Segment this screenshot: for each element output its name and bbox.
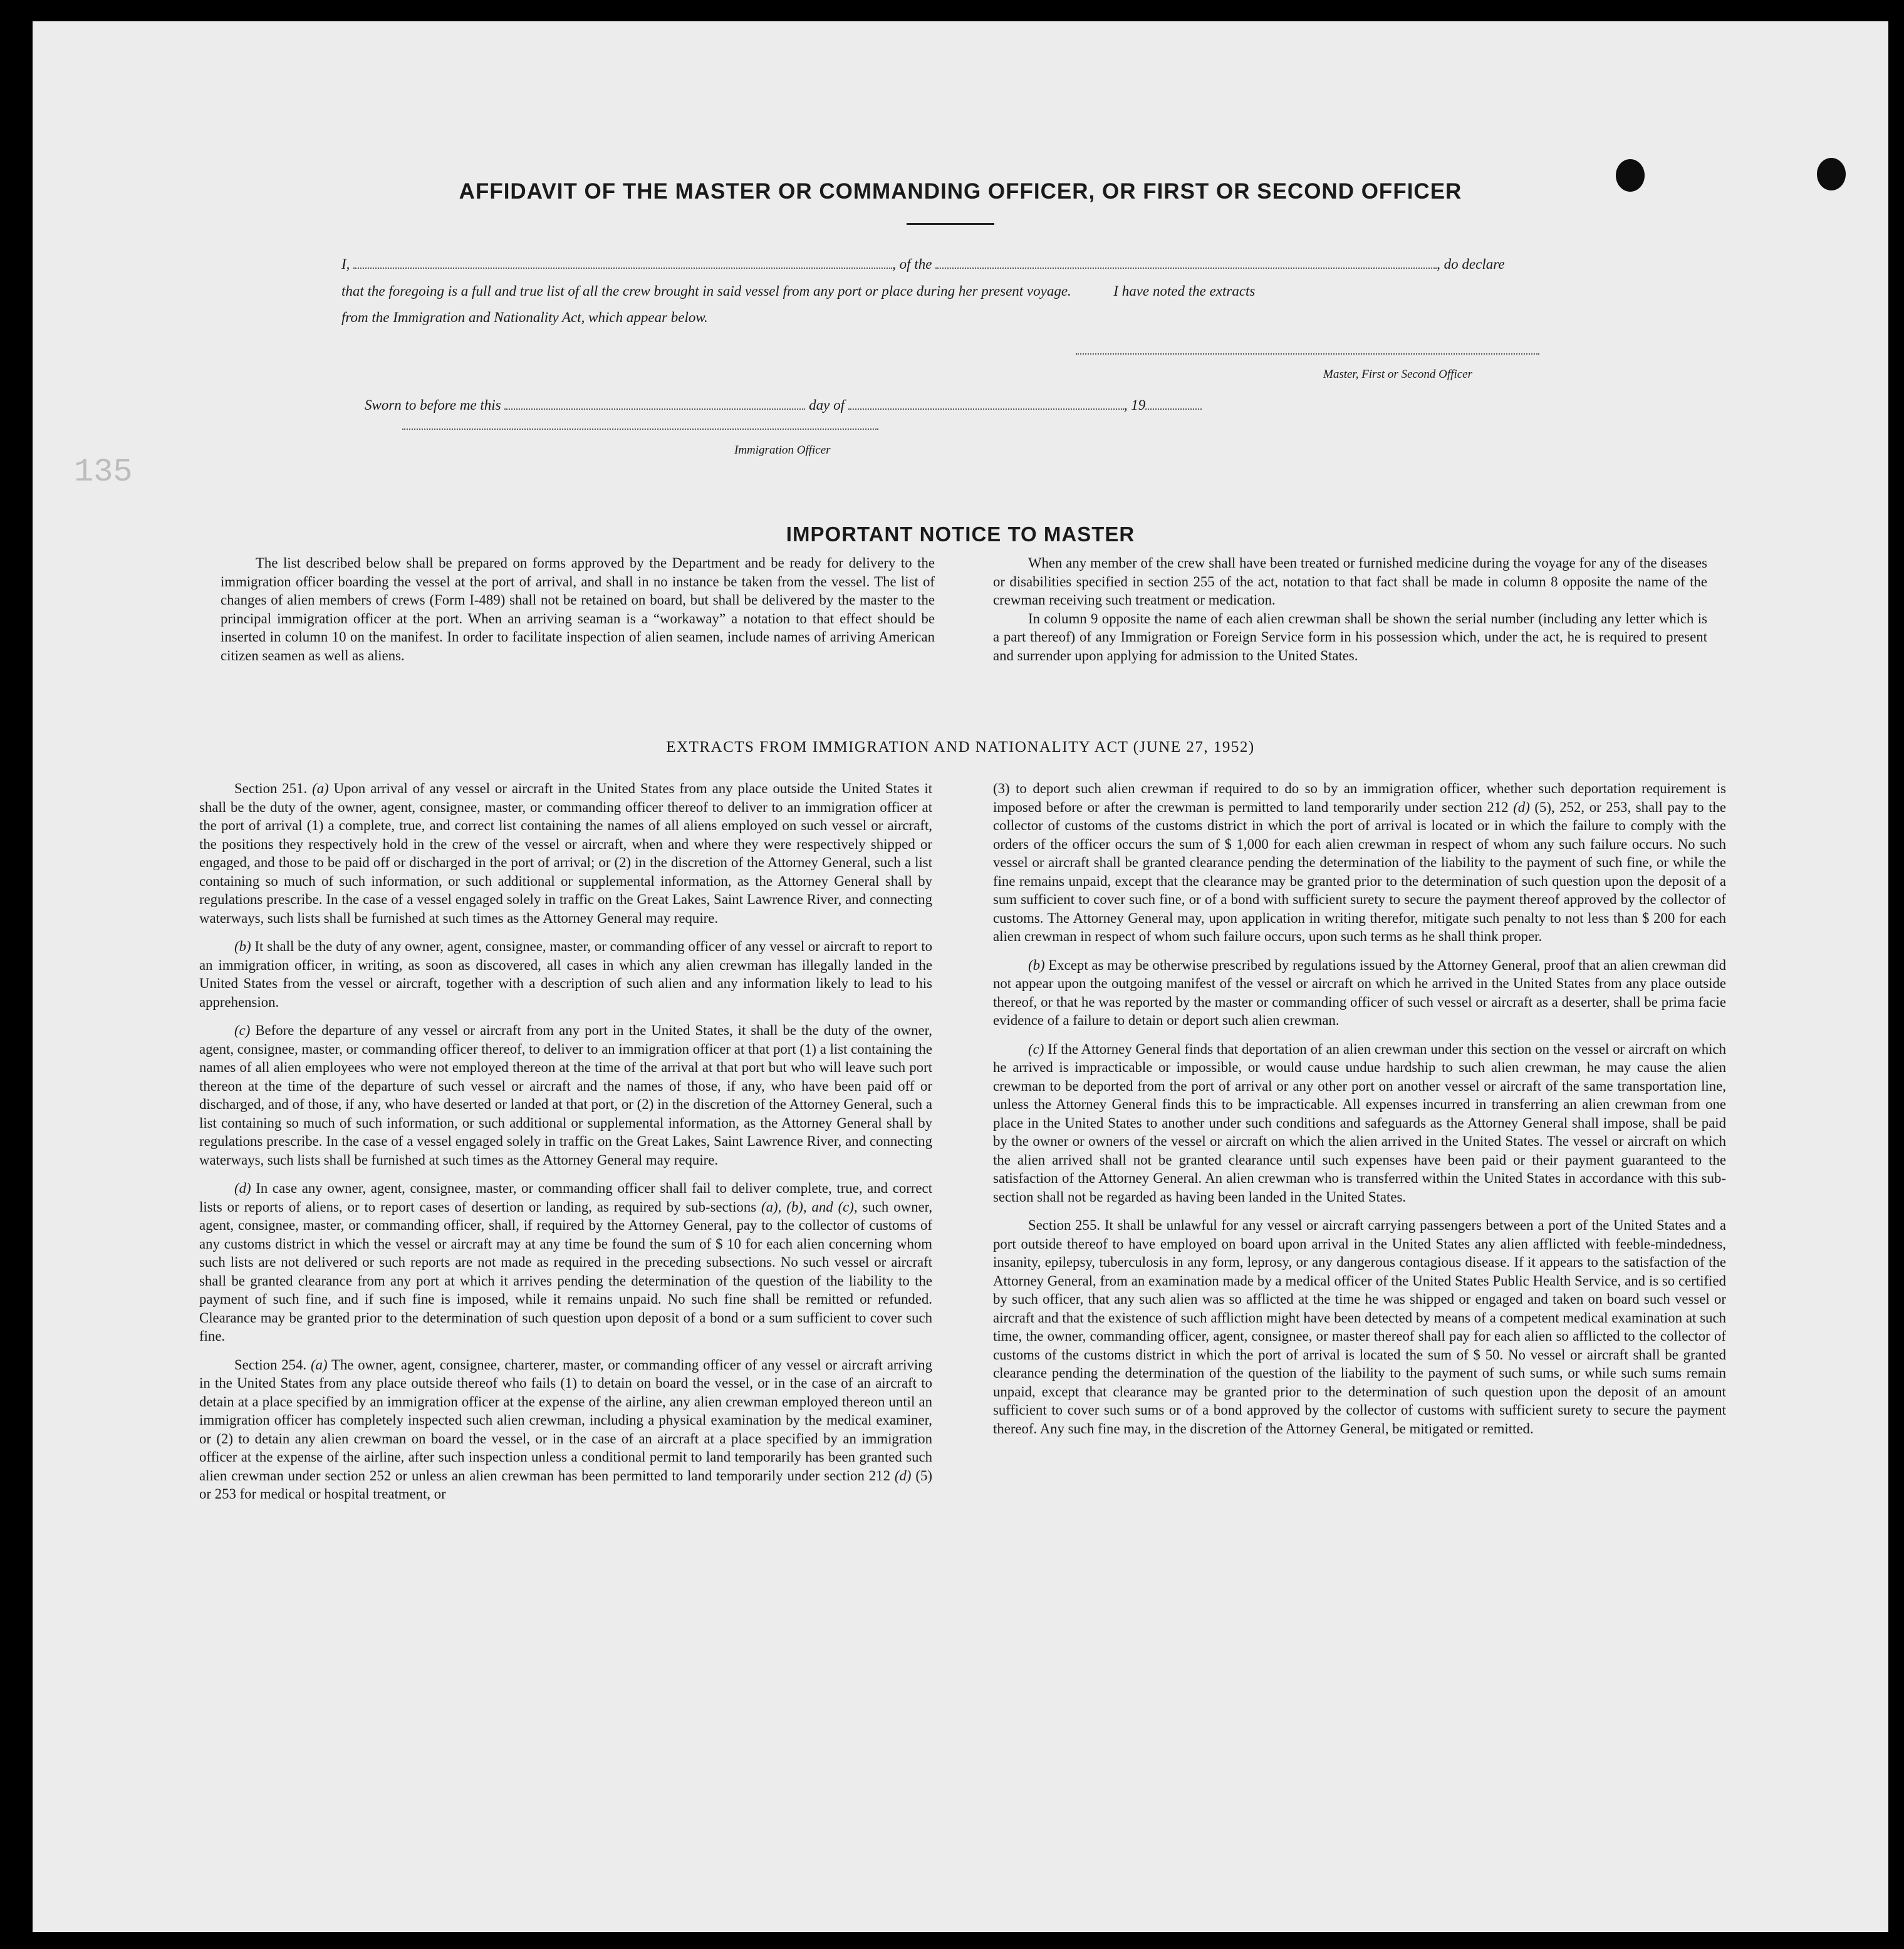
affidavit-statement-1b: I have noted the extracts <box>1113 283 1256 299</box>
sheet-number: 135 <box>74 454 133 491</box>
affidavit-of-the: , of the <box>892 256 932 272</box>
subsection-ref: (c) <box>234 1022 251 1038</box>
section-251-c <box>199 1021 932 1169</box>
officer-caption: Immigration Officer <box>734 444 831 457</box>
sworn-line <box>365 397 1202 413</box>
section-251-a-text: Upon arrival of any vessel or aircraft in the United States from any place outside the United States it shall be the duty of the owner, agent, consignee, master, or commanding officer thereof to deliver to an immigration officer at the port of arrival (1) a complete, true, and correct list containing the names of all aliens employed on such vessel or aircraft, the positions they respectively hold in the crew of the vessel or aircraft, when and where they were respectively shipped or engaged, and those to be paid off or discharged in the port of arrival; or (2) in the discretion of the Attorney General, such a list containing so much of such information, or such additional or supplemental information, as the Attorney General shall by regulations prescribe. In the case of a vessel engaged solely in traffic on the Great Lakes, Saint Lawrence River, and connecting waterways, such lists shall be furnished at such times as the Attorney General may require. <box>199 781 932 926</box>
section-251-d-text-cont: such owner, agent, consignee, master, or commanding officer, shall, if required by the Attorney General, pay to the collector of customs of any customs district in which the vessel or aircraft may at any time be found the sum of $ 10 for each alien concerning whom such lists are not delivered or such reports are not made as required in the preceding subsections. No such vessel or aircraft shall be granted clearance from any port at which it arrives pending the determination of the question of the liability to the payment of such fine, and if such fine is imposed, while it remains unpaid. No such fine shall be remitted or refunded. Clearance may be granted prior to the determination of such question upon deposit of a bond or a sum sufficient to cover such fine. <box>199 1198 933 1344</box>
subsection-ref: (b) <box>1028 957 1045 973</box>
immigration-officer-signature-field[interactable] <box>402 429 878 430</box>
notice-right-paragraph-2: In column 9 opposite the name of each alien crewman shall be shown the serial number (including any letter which is a part thereof) of any Immigration or Foreign Service form in his possession which, under the act, he is required to present and surrender upon applying for admission to the United States. <box>993 610 1707 663</box>
section-251-b-text: It shall be the duty of any owner, agent, consignee, master, or commanding officer of any vessel or aircraft to report to an immigration officer, in writing, as soon as discovered, all cases in which any alien crewman has illegally landed in the United States from the vessel or aircraft, together with a description of such alien and any information likely to lead to his apprehension. <box>199 938 933 1010</box>
sworn-day-field[interactable] <box>504 408 805 410</box>
extracts-title: EXTRACTS FROM IMMIGRATION AND NATIONALITY ACT (JUNE 27, 1952) <box>666 739 1255 756</box>
section-254-a-cont-text-2: (5), 252, or 253, shall pay to the collector of customs of the customs district in which the port of arrival is located or in which the failure to comply with the orders of the officer occurs the sum of $ 1,000 for each alien crewman in respect of whom any such failure occurs. No such vessel or aircraft shall be granted clearance pending the determination of the liability to the payment of such fine, or while the fine remains unpaid, except that the clearance may be granted prior to the determination of such question upon the deposit of a sum sufficient to cover such fine, or of a bond with sufficient surety to secure the payment thereof approved by the collector of customs. The Attorney General may, upon application in writing therefor, mitigate such penalty to not less than $ 200 for each alien crewman in respect of whom such failure occurs, upon such terms as he shall think proper. <box>993 799 1726 944</box>
master-signature-field[interactable] <box>1076 353 1539 355</box>
section-254-a-text-cont: (5) or 253 for medical or hospital treatment, or <box>199 1467 933 1502</box>
title-rule <box>907 223 994 225</box>
section-251-c-text: Before the departure of any vessel or aircraft from any port in the United States, it shall be the duty of the owner, agent, consignee, master, or commanding officer thereof, to deliver to an immigration officer at that port (1) a list containing the names of all alien employees who were not employed thereon at the time of the arrival at that port but who will leave such port thereon at the time of the departure of such vessel or aircraft and the names of those, if any, who have been paid off or discharged, and of those, if any, who have deserted or landed at that port, or (2) in the discretion of the Attorney General, such a list containing so much of such information, or such additional or supplemental information, as the Attorney General shall by regulations prescribe. In the case of a vessel engaged solely in traffic on the Great Lakes, Saint Lawrence River, and connecting waterways, such lists shall be furnished at such times as the Attorney General may require. <box>199 1022 933 1168</box>
affidavit-statement-2: from the Immigration and Nationality Act, which appear below. <box>341 309 708 325</box>
section-254-b <box>993 956 1726 1030</box>
subsection-ref: (d) <box>234 1180 251 1196</box>
sworn-label: Sworn to before me this <box>365 397 501 413</box>
affidavit-i-label: I, <box>341 256 350 272</box>
affidavit-do-declare: , do declare <box>1437 256 1505 272</box>
subsection-ref: (d) <box>894 1467 912 1484</box>
section-255 <box>993 1216 1726 1438</box>
affidavit-declaration-line <box>341 256 1505 273</box>
section-254-heading: Section 254. <box>234 1356 307 1373</box>
sworn-year-field[interactable] <box>1145 408 1202 410</box>
section-251-b <box>199 937 932 1011</box>
subsection-refs: (a), (b), and (c), <box>761 1198 858 1215</box>
section-254-a <box>199 1356 932 1504</box>
notice-left-paragraph: The list described below shall be prepared on forms approved by the Department and be ready for delivery to the immigration officer boarding the vessel at the port of arrival, and shall in no instance be taken from the vessel. The list of changes of alien members of crews (Form I-489) shall not be retained on board, but shall be delivered by the master to the principal immigration officer at the port. When an arriving seaman is a “workaway” a notation to that effect should be inserted in column 10 on the manifest. In order to facilitate inspection of alien seamen, include names of arriving American citizen seamen as well as aliens. <box>221 555 935 663</box>
section-254-b-text: Except as may be otherwise prescribed by regulations issued by the Attorney General, proof that an alien crewman did not appear upon the outgoing manifest of the vessel or aircraft on which he arrived in the United States from any place outside thereof, or that he was reported by the master or commanding officer of such vessel or aircraft as a deserter, shall be prima facie evidence of a failure to detain or deport such alien crewman. <box>993 957 1726 1028</box>
affidavit-statement-1: that the foregoing is a full and true list of all the crew brought in said vessel from any port or place during her present voyage. <box>341 283 1071 299</box>
subsection-ref: (b) <box>234 938 251 954</box>
section-254-c <box>993 1040 1726 1207</box>
subsection-ref: (a) <box>312 781 329 796</box>
year-prefix: , 19 <box>1123 397 1146 413</box>
section-255-heading: Section 255. <box>1028 1217 1101 1233</box>
section-251-heading: Section 251. <box>234 781 308 796</box>
notice-left-column <box>221 554 935 675</box>
name-field[interactable] <box>353 268 892 269</box>
extracts-left-column <box>199 779 932 1514</box>
sworn-month-field[interactable] <box>848 408 1124 410</box>
notice-right-paragraph-1: When any member of the crew shall have been treated or furnished medicine during the voyage for any of the diseases or disabilities specified in section 255 of the act, notation to that fact shall be made in column 8 opposite the name of the crewman receiving such treatment or medication. <box>993 555 1707 608</box>
master-caption: Master, First or Second Officer <box>1323 368 1473 381</box>
notice-right-column <box>993 554 1707 675</box>
section-251-d <box>199 1179 932 1346</box>
subsection-ref: (a) <box>310 1356 328 1373</box>
vessel-field[interactable] <box>935 268 1437 269</box>
section-255-text: It shall be unlawful for any vessel or aircraft carrying passengers between a port of the United States and a port outside thereof to have employed on board upon arrival in the United States any alien afflicted with feeble-mindedness, insanity, epilepsy, tuberculosis in any form, leprosy, or any dangerous contagious disease. If it appears to the satisfaction of the Attorney General, from an examination made by a medical officer of the United States Public Health Service, and is so certified by such officer, that any such alien was so afflicted at the time he was shipped or engaged and taken on board such vessel or aircraft and that the existence of such affliction might have been detected by means of a competent medical examination at such time, the owner, commanding officer, agent, consignee, or master thereof shall pay for each alien so afflicted to the collector of customs of the customs district in which the port of arrival is located the sum of $ 50. No vessel or aircraft shall be granted clearance pending the determination of the question of the liability to the payment of such sums, or while such sums remain unpaid, except that clearance may be granted prior to the determination of such question upon the deposit of an amount sufficient to cover such sums or of a bond approved by the collector of customs with sufficient surety to secure the payment thereof. Any such fine may, in the discretion of the Attorney General, be mitigated or remitted. <box>993 1217 1726 1437</box>
extracts-right-column <box>993 779 1726 1448</box>
section-251-a <box>199 779 932 927</box>
document-page <box>33 21 1888 1932</box>
subsection-ref: (d) <box>1513 799 1530 815</box>
subsection-ref: (c) <box>1028 1041 1044 1057</box>
section-251-d-text: In case any owner, agent, consignee, master, or commanding officer shall fail to deliver complete, true, and correct lists or reports of aliens, or to report cases of desertion or landing, as required by sub-sections <box>199 1180 932 1215</box>
section-254-a-continued <box>993 779 1726 946</box>
section-254-a-cont-text: (3) to deport such alien crewman if required to do so by an immigration officer, whether such deportation requirement is imposed before or after the crewman is permitted to land temporarily under section 212 <box>993 781 1726 815</box>
section-254-c-text: If the Attorney General finds that deportation of an alien crewman under this section on the vessel or aircraft on which he arrived is impracticable or impossible, or would cause undue hardship to such alien crewman, he may cause the alien crewman to be deported from the port of arrival or any other port on another vessel or aircraft of the same transportation line, unless the Attorney General finds this to be impracticable. All expenses incurred in transferring an alien crewman from one place in the United States to another under such conditions and safeguards as the Attorney General shall impose, shall be paid by the owner or owners of the vessel or aircraft on which the alien arrived in the United States. The vessel or aircraft on which the alien arrived shall not be granted clearance until such expenses have been paid or their payment guaranteed to the satisfaction of the Attorney General. An alien crewman who is transferred within the United States in accordance with this sub-section shall not be regarded as having been landed in the United States. <box>993 1041 1726 1205</box>
section-254-a-text: The owner, agent, consignee, charterer, master, or commanding officer of any vessel or aircraft arriving in the United States from any place outside thereof who fails (1) to detain on board the vessel, or in the case of an aircraft to detain at a place specified by an immigration officer at the expense of the airline, any alien crewman employed thereon until an immigration officer has completely inspected such alien crewman, including a physical examination by the medical examiner, or (2) to detain any alien crewman on board the vessel, or in the case of an aircraft at a place specified by an immigration officer at the expense of the airline, after such inspection unless a conditional permit to land temporarily has been granted such alien crewman under section 252 or unless an alien crewman has been permitted to land temporarily under section 212 <box>199 1356 932 1484</box>
notice-title: IMPORTANT NOTICE TO MASTER <box>786 522 1135 546</box>
affidavit-title: AFFIDAVIT OF THE MASTER OR COMMANDING OFFICER, OR FIRST OR SECOND OFFICER <box>459 179 1462 204</box>
day-of-label: day of <box>809 397 845 413</box>
affidavit-statement-line-1 <box>341 283 1255 299</box>
